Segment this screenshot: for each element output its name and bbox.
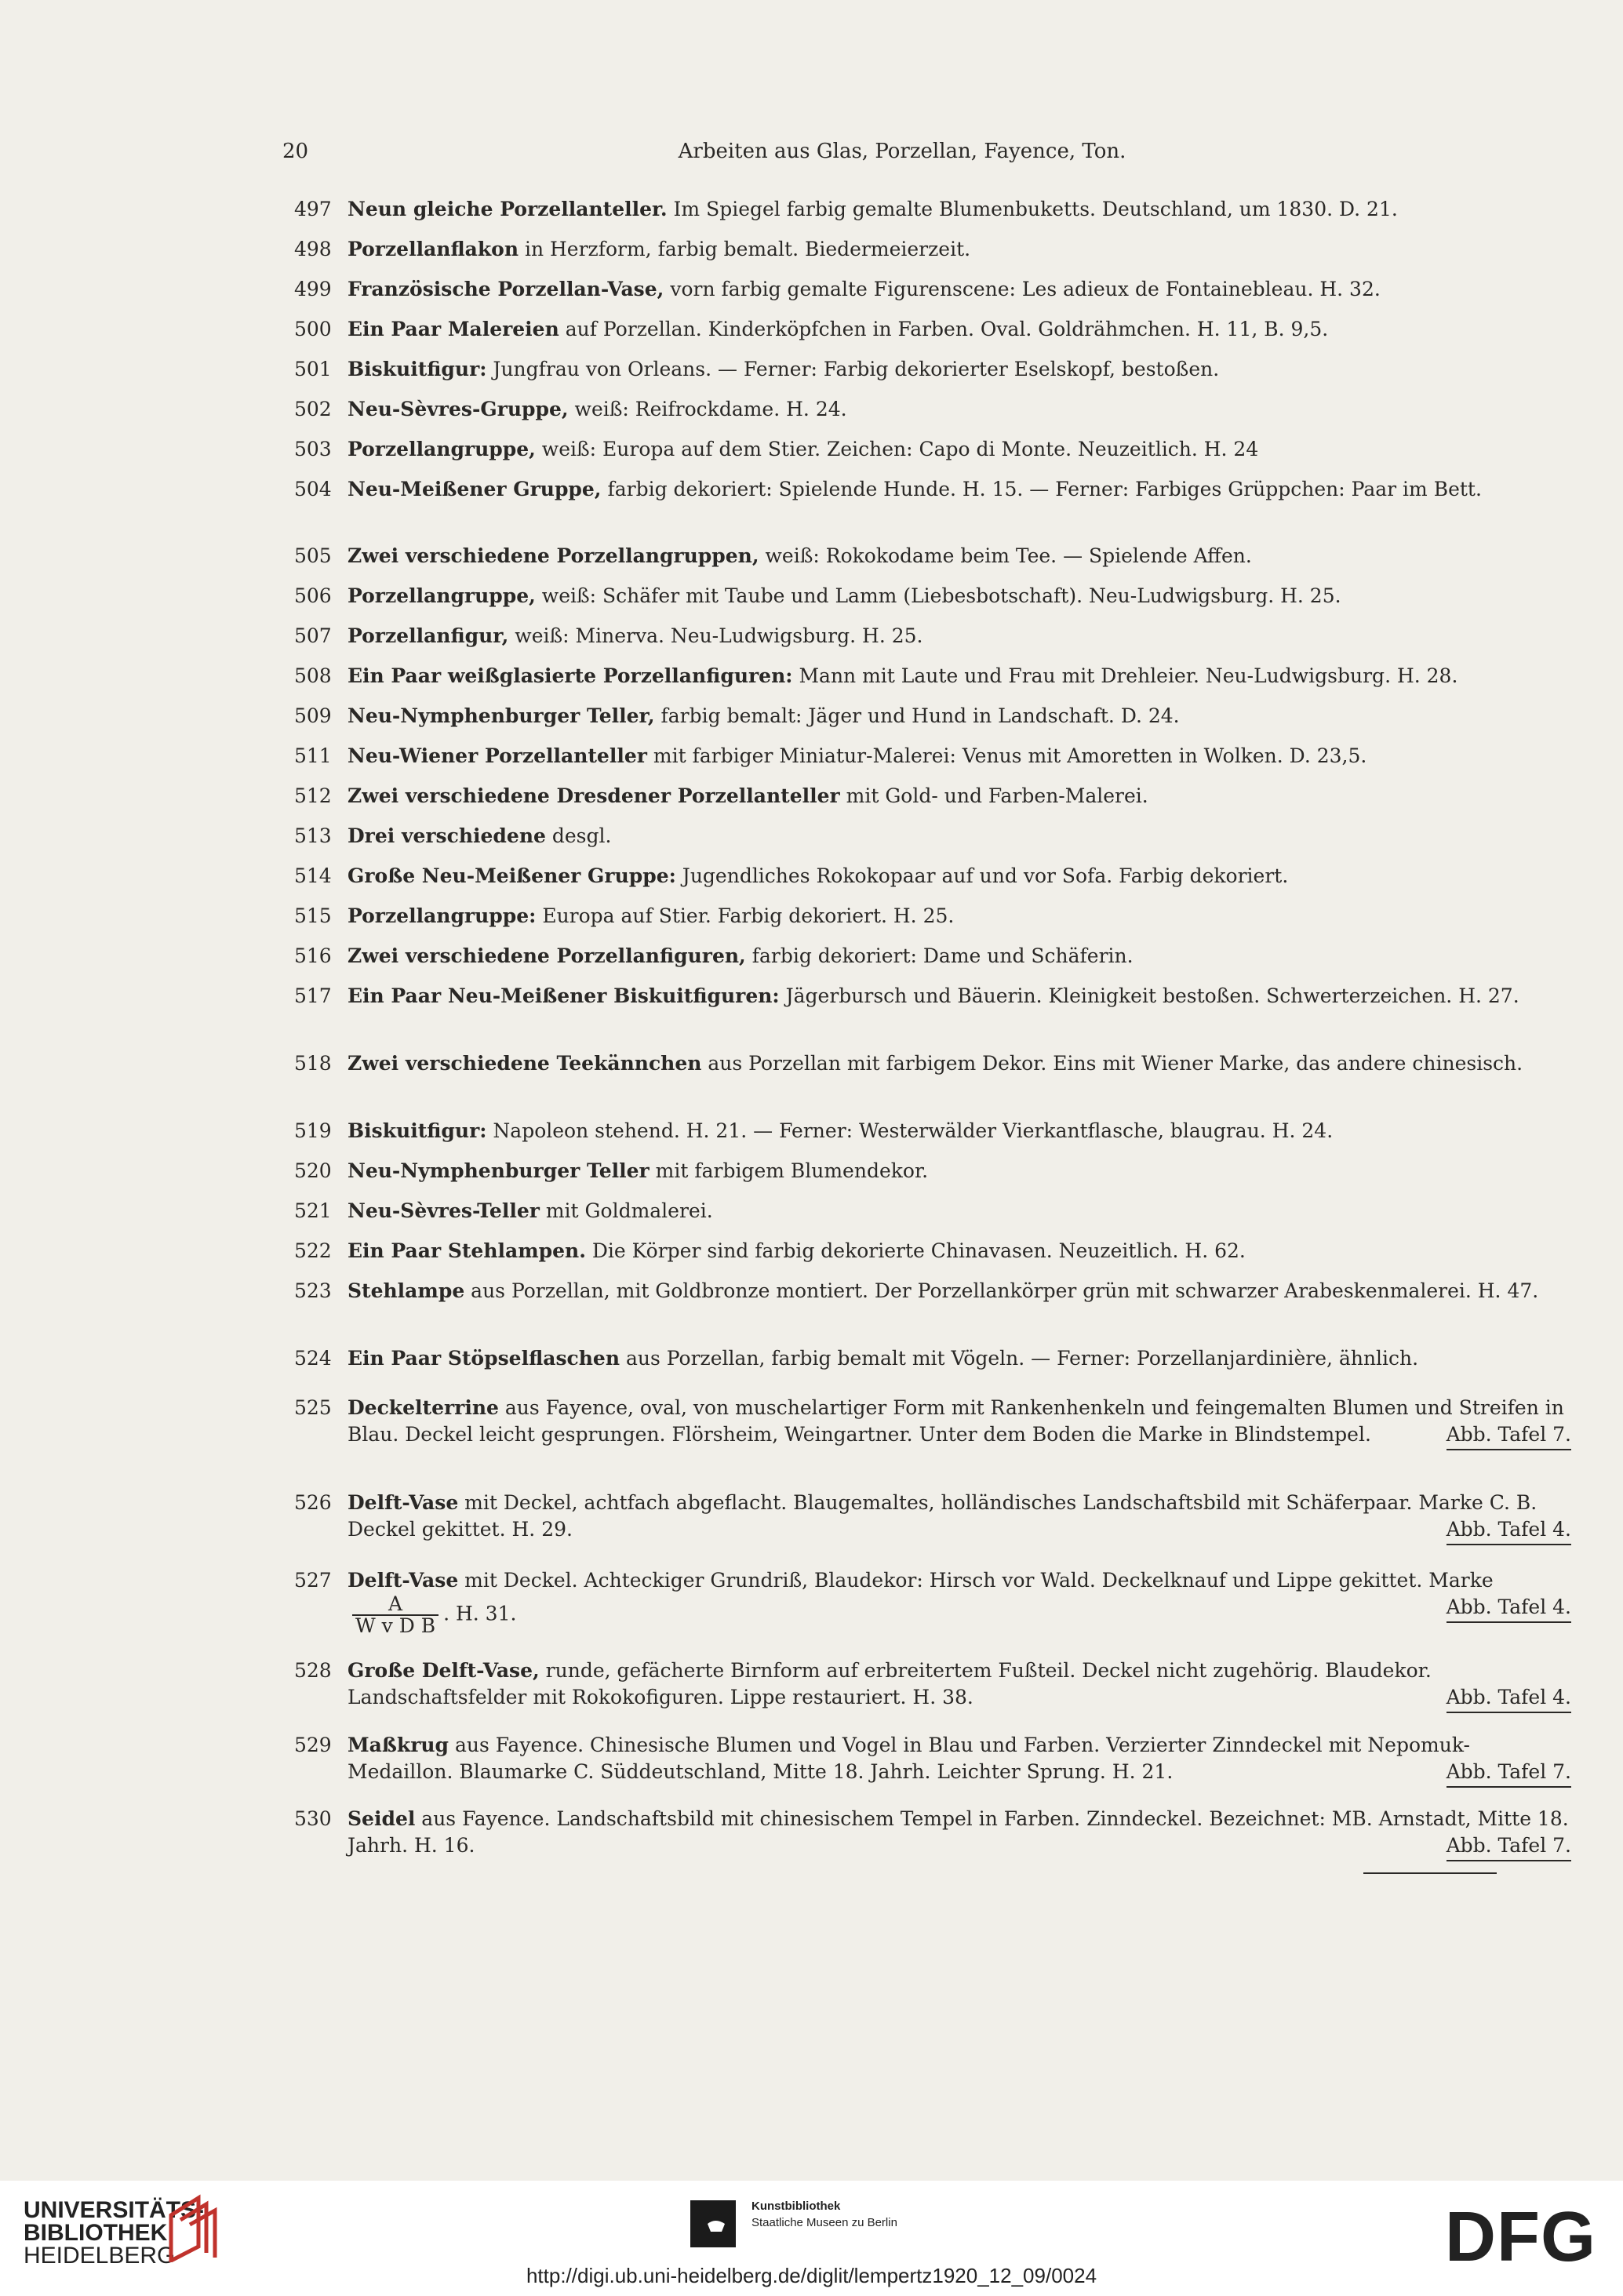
lot-title: Porzellanflakon [348, 238, 519, 260]
lot-title: Ein Paar Stehlampen. [348, 1239, 586, 1262]
catalog-entry [282, 543, 1571, 569]
viewer-footer [0, 2181, 1623, 2296]
lot-number: 499 [294, 278, 332, 300]
lot-number: 508 [294, 664, 332, 687]
lot-description: weiß: Europa auf dem Stier. Zeichen: Capo di Monte. Neuzeitlich. H. 24 [535, 438, 1259, 460]
lot-description: desgl. [545, 824, 612, 847]
lot-number: 524 [294, 1347, 332, 1370]
lot-description: in Herzform, farbig bemalt. Biedermeierzeit. [519, 238, 971, 260]
lot-description: Jungfrau von Orleans. — Ferner: Farbig dekorierter Eselskopf, bestoßen. [486, 358, 1220, 380]
lot-title: Biskuitfigur: [348, 358, 487, 380]
lot-description: weiß: Reifrockdame. H. 24. [568, 398, 847, 420]
catalog-entry [282, 983, 1571, 1010]
lot-title: Seidel [348, 1807, 416, 1830]
lot-title: Ein Paar Stöpselflaschen [348, 1347, 620, 1370]
lot-title: Porzellangruppe, [348, 584, 536, 607]
catalog-entry [282, 623, 1571, 650]
catalog-entry [282, 1490, 1571, 1545]
lot-number: 500 [294, 318, 332, 340]
lot-description: aus Porzellan, mit Goldbronze montiert. Der Porzellankörper grün mit schwarzer Arabeskenmalerei. H. 47. [464, 1279, 1539, 1302]
lot-number: 521 [294, 1199, 332, 1222]
catalog-entry [282, 436, 1571, 463]
catalog-entry [282, 943, 1571, 970]
catalog-entry [282, 1806, 1571, 1861]
lot-description: Die Körper sind farbig dekorierte Chinavasen. Neuzeitlich. H. 62. [585, 1239, 1246, 1262]
lot-description: aus Fayence. Landschaftsbild mit chinesischem Tempel in Farben. Zinndeckel. Bezeichnet: MB. Arnstadt, Mitte 18. Jahrh. H. 16. [348, 1807, 1569, 1857]
lot-number: 514 [294, 864, 332, 887]
lot-number: 497 [294, 198, 332, 220]
catalog-entry [282, 903, 1571, 930]
lot-number: 518 [294, 1052, 332, 1075]
lot-title: Neu-Nymphenburger Teller, [348, 704, 655, 727]
lot-description: farbig bemalt: Jäger und Hund in Landschaft. D. 24. [654, 704, 1180, 727]
lot-description: weiß: Schäfer mit Taube und Lamm (Liebesbotschaft). Neu-Ludwigsburg. H. 25. [535, 584, 1341, 607]
lot-title: Neu-Sèvres-Gruppe, [348, 398, 569, 420]
plate-reference: Abb. Tafel 7. [1447, 1759, 1571, 1788]
lot-number: 507 [294, 624, 332, 647]
kunstbibliothek-label[interactable] [751, 2198, 897, 2231]
lot-number: 520 [294, 1159, 332, 1182]
plate-reference: Abb. Tafel 7. [1447, 1421, 1571, 1450]
dfg-logo[interactable]: DFG [1445, 2198, 1596, 2276]
catalog-entry [282, 583, 1571, 609]
lot-title: Neun gleiche Porzellanteller. [348, 198, 668, 220]
lot-title: Neu-Sèvres-Teller [348, 1199, 540, 1222]
catalog-entry [282, 1345, 1571, 1372]
lot-description: auf Porzellan. Kinderköpfchen in Farben. Oval. Goldrähmchen. H. 11, B. 9,5. [559, 318, 1329, 340]
lot-description: aus Fayence, oval, von muschelartiger Form mit Rankenhenkeln und feingemalten Blumen und Streifen in Blau. Deckel leicht gesprungen. Flörsheim, Weingartner. Unter dem Boden die Marke in Blindstempel. [348, 1396, 1564, 1446]
lot-description: Napoleon stehend. H. 21. — Ferner: Westerwälder Vierkantflasche, blaugrau. H. 24. [486, 1119, 1334, 1142]
page-header [282, 140, 1522, 171]
catalog-entry [282, 863, 1571, 890]
lot-title: Delft-Vase [348, 1569, 459, 1592]
lot-title: Neu-Nymphenburger Teller [348, 1159, 650, 1182]
lot-number: 513 [294, 824, 332, 847]
lot-number: 502 [294, 398, 332, 420]
lot-title: Porzellanfigur, [348, 624, 509, 647]
mark-numerator: A [352, 1594, 439, 1616]
lot-title: Ein Paar Neu-Meißener Biskuitfiguren: [348, 984, 780, 1007]
catalog-entry [282, 823, 1571, 850]
kb-line-1: Kunstbibliothek [751, 2200, 841, 2213]
lot-description: runde, gefächerte Birnform auf erbreitertem Fußteil. Deckel nicht zugehörig. Blaudekor. Landschaftsfelder mit Rokokofiguren. Lippe restauriert. H. 38. [348, 1659, 1432, 1708]
lot-description: mit Goldmalerei. [539, 1199, 713, 1222]
lot-description: mit Deckel. Achteckiger Grundriß, Blaudekor: Hirsch vor Wald. Deckelknauf und Lippe gekittet. Marke [458, 1569, 1494, 1592]
lot-number: 515 [294, 904, 332, 927]
lot-title: Französische Porzellan-Vase, [348, 278, 664, 300]
plate-reference: Abb. Tafel 4. [1447, 1516, 1571, 1545]
lot-title: Zwei verschiedene Teekännchen [348, 1052, 702, 1075]
catalog-entry [282, 276, 1571, 303]
lot-title: Ein Paar Malereien [348, 318, 559, 340]
catalog-entry [282, 663, 1571, 690]
lot-description: weiß: Rokokodame beim Tee. — Spielende Affen. [759, 544, 1252, 567]
permalink-url[interactable]: http://digi.ub.uni-heidelberg.de/diglit/lempertz1920_12_09/0024 [526, 2264, 1097, 2287]
catalog-entry [282, 703, 1571, 730]
catalog-entry [282, 476, 1571, 503]
lot-description: aus Porzellan mit farbigem Dekor. Eins mit Wiener Marke, das andere chinesisch. [701, 1052, 1523, 1075]
ub-line-2: BIBLIOTHEK [24, 2220, 168, 2246]
page-number: 20 [282, 140, 309, 163]
lot-title: Große Neu-Meißener Gruppe: [348, 864, 676, 887]
lot-title: Zwei verschiedene Porzellanfiguren, [348, 944, 746, 967]
lot-number: 509 [294, 704, 332, 727]
lot-title: Zwei verschiedene Porzellangruppen, [348, 544, 759, 567]
lot-number: 506 [294, 584, 332, 607]
catalog-entry [282, 1050, 1571, 1077]
lot-description: Jugendliches Rokokopaar auf und vor Sofa. Farbig dekoriert. [675, 864, 1289, 887]
lot-number: 511 [294, 744, 332, 767]
lot-title: Große Delft-Vase, [348, 1659, 540, 1682]
lot-description: farbig dekoriert: Spielende Hunde. H. 15. — Ferner: Farbiges Grüppchen: Paar im Bett. [601, 478, 1482, 500]
plate-reference: Abb. Tafel 4. [1447, 1594, 1571, 1623]
lot-number: 501 [294, 358, 332, 380]
lot-title: Deckelterrine [348, 1396, 499, 1419]
ub-logo-icon [163, 2192, 226, 2262]
kunstbibliothek-logo-icon [690, 2200, 736, 2247]
lot-number: 517 [294, 984, 332, 1007]
lot-number: 516 [294, 944, 332, 967]
lot-description: Im Spiegel farbig gemalte Blumenbuketts. Deutschland, um 1830. D. 21. [667, 198, 1398, 220]
end-rule [1363, 1872, 1497, 1874]
lot-number: 505 [294, 544, 332, 567]
lot-number: 529 [294, 1734, 332, 1756]
catalog-entry [282, 1158, 1571, 1184]
lot-description: farbig dekoriert: Dame und Schäferin. [745, 944, 1134, 967]
lot-number: 526 [294, 1491, 332, 1514]
lot-description-end: . H. 31. [443, 1602, 517, 1625]
catalog-entry [282, 1278, 1571, 1304]
catalog-entry [282, 196, 1571, 223]
lot-title: Porzellangruppe, [348, 438, 536, 460]
kb-line-2: Staatliche Museen zu Berlin [751, 2216, 897, 2229]
lot-description: mit Gold- und Farben-Malerei. [839, 784, 1148, 807]
running-title: Arbeiten aus Glas, Porzellan, Fayence, Ton. [678, 140, 1126, 163]
catalog-entry [282, 783, 1571, 810]
lot-number: 525 [294, 1396, 332, 1419]
catalog-entry [282, 1567, 1571, 1636]
lot-description: Mann mit Laute und Frau mit Drehleier. Neu-Ludwigsburg. H. 28. [792, 664, 1458, 687]
lot-description: vorn farbig gemalte Figurenscene: Les adieux de Fontainebleau. H. 32. [664, 278, 1381, 300]
lot-title: Zwei verschiedene Dresdener Porzellanteller [348, 784, 840, 807]
catalog-entry [282, 1395, 1571, 1450]
lot-number: 528 [294, 1659, 332, 1682]
catalog-entry [282, 236, 1571, 263]
lot-number: 530 [294, 1807, 332, 1830]
catalog-entry [282, 1238, 1571, 1264]
lot-number: 522 [294, 1239, 332, 1262]
lot-description: weiß: Minerva. Neu-Ludwigsburg. H. 25. [508, 624, 923, 647]
lot-number: 512 [294, 784, 332, 807]
lot-title: Biskuitfigur: [348, 1119, 487, 1142]
lot-title: Ein Paar weißglasierte Porzellanfiguren: [348, 664, 793, 687]
mark-fraction [352, 1594, 439, 1636]
lot-number: 523 [294, 1279, 332, 1302]
mark-denominator: W v D B [355, 1614, 436, 1637]
lot-title: Porzellangruppe: [348, 904, 537, 927]
lot-title: Stehlampe [348, 1279, 465, 1302]
lot-number: 527 [294, 1569, 332, 1592]
lot-number: 504 [294, 478, 332, 500]
catalog-entry [282, 396, 1571, 423]
lot-description: mit farbigem Blumendekor. [649, 1159, 929, 1182]
catalog-entry [282, 1732, 1571, 1788]
ub-line-1: UNIVERSITÄTS- [24, 2197, 205, 2223]
lot-description: mit farbiger Miniatur-Malerei: Venus mit Amoretten in Wolken. D. 23,5. [646, 744, 1367, 767]
ub-line-3: HEIDELBERG [24, 2243, 176, 2269]
lot-description: mit Deckel, achtfach abgeflacht. Blaugemaltes, holländisches Landschaftsbild mit Schäferpaar. Marke C. B. Deckel gekittet. H. 29. [348, 1491, 1537, 1541]
lot-title: Neu-Wiener Porzellanteller [348, 744, 647, 767]
lot-description: Europa auf Stier. Farbig dekoriert. H. 25. [536, 904, 955, 927]
catalog-entry [282, 1118, 1571, 1144]
catalog-entry [282, 1657, 1571, 1713]
lot-description: aus Fayence. Chinesische Blumen und Vogel in Blau und Farben. Verzierter Zinndeckel mit Nepomuk-Medaillon. Blaumarke C. Süddeutschland, Mitte 18. Jahrh. Leichter Sprung. H. 21. [348, 1734, 1470, 1783]
lot-number: 503 [294, 438, 332, 460]
catalog-entry [282, 1198, 1571, 1224]
catalog-entry [282, 356, 1571, 383]
catalog-entry [282, 743, 1571, 770]
lot-number: 519 [294, 1119, 332, 1142]
catalog-entry [282, 316, 1571, 343]
lot-description: Jägerbursch und Bäuerin. Kleinigkeit bestoßen. Schwerterzeichen. H. 27. [779, 984, 1519, 1007]
lot-number: 498 [294, 238, 332, 260]
lot-description: aus Porzellan, farbig bemalt mit Vögeln. — Ferner: Porzellanjardinière, ähnlich. [620, 1347, 1419, 1370]
lot-title: Delft-Vase [348, 1491, 459, 1514]
lot-title: Drei verschiedene [348, 824, 546, 847]
lot-title: Maßkrug [348, 1734, 449, 1756]
lot-title: Neu-Meißener Gruppe, [348, 478, 602, 500]
plate-reference: Abb. Tafel 4. [1447, 1684, 1571, 1713]
plate-reference: Abb. Tafel 7. [1447, 1832, 1571, 1861]
